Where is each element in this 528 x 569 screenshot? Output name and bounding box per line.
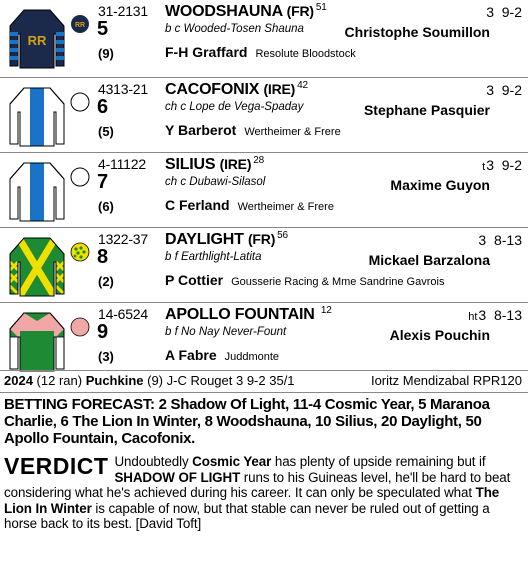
cap-icon	[70, 92, 90, 112]
verdict: VERDICT Undoubtedly Cosmic Year has plenty of upside remaining but if SHADOW OF LIGHT runs to his Guineas level, he'll be hard to beat considering what he's achieved during his career. It can only be speculated what The Lion In Winter is capable of now, but that stable can never be ruled out of getting a horse back to its best. [David Toft]	[4, 453, 511, 532]
runner-row	[0, 0, 528, 74]
silk-icon	[4, 82, 70, 148]
cap-icon	[70, 242, 90, 262]
horse-name[interactable]: DAYLIGHT (FR) $^{56}$	[165, 230, 288, 248]
breeding: ch c Dubawi-Silasol	[165, 176, 266, 188]
age-weight: 3 9-2	[486, 4, 522, 20]
betting-forecast: BETTING FORECAST: 2 Shadow Of Light, 11-4 Cosmic Year, 5 Maranoa Charlie, 6 The Lion In Winter, 8 Woodshauna, 10 Silius, 20 Daylight, 50 Apollo Fountain, Cacofonix.	[4, 396, 490, 447]
divider	[0, 392, 528, 393]
form-figures: 31-2131	[98, 3, 148, 19]
owner: Wertheimer & Frere	[244, 126, 341, 138]
runner-row	[0, 78, 528, 152]
form-figures: 4313-21	[98, 81, 148, 97]
trainer: Y Barberot Wertheimer & Frere	[165, 122, 341, 138]
horse-name[interactable]: SILIUS (IRE) $^{28}$	[165, 155, 265, 173]
breeding: ch c Lope de Vega-Spaday	[165, 101, 304, 113]
cap-icon	[70, 167, 90, 187]
jockey: Mickael Barzalona	[368, 252, 490, 268]
trainer: A Fabre Juddmonte	[165, 347, 280, 363]
trainer: P Cottier Gousserie Racing & Mme Sandrine Gavrois	[165, 272, 445, 288]
draw: (9)	[98, 46, 114, 61]
previous-winner: 2024 (12 ran) Puchkine (9) J-C Rouget 3 9-2 35/1 Ioritz Mendizabal RPR120	[4, 373, 522, 388]
runner-row	[0, 303, 528, 377]
form-figures: 1322-37	[98, 231, 148, 247]
form-figures: 14-6524	[98, 306, 148, 322]
divider	[0, 370, 528, 371]
jockey: Christophe Soumillon	[344, 24, 490, 40]
jockey: Stephane Pasquier	[363, 102, 490, 118]
saddle-number: 5	[97, 18, 109, 40]
silk-icon	[4, 232, 70, 298]
trainer: F-H Graffard Resolute Bloodstock	[165, 44, 356, 60]
saddle-number: 7	[97, 171, 109, 193]
breeding: b f Earthlight-Latita	[165, 251, 262, 263]
age-weight: 3 8-13	[478, 232, 522, 248]
saddle-number: 6	[97, 96, 109, 118]
draw: (5)	[98, 124, 114, 139]
draw: (6)	[98, 199, 114, 214]
runner-row	[0, 228, 528, 302]
age-weight: ht3 8-13	[468, 307, 522, 323]
horse-name[interactable]: WOODSHAUNA (FR) $^{51}$	[165, 2, 327, 20]
breeding: b c Wooded-Tosen Shauna	[165, 23, 304, 35]
cap-icon	[70, 14, 90, 34]
form-figures: 4-11122	[98, 156, 146, 172]
draw: (2)	[98, 274, 114, 289]
svg-text:RR: RR	[74, 22, 86, 29]
owner: Juddmonte	[224, 351, 280, 363]
svg-text:RR: RR	[27, 33, 47, 48]
runner-row	[0, 153, 528, 227]
owner: Gousserie Racing & Mme Sandrine Gavrois	[231, 276, 445, 288]
draw: (3)	[98, 349, 114, 364]
silk-icon	[4, 307, 70, 373]
cap-icon	[70, 317, 90, 337]
silk-icon	[4, 4, 70, 70]
verdict-heading: VERDICT	[4, 453, 109, 479]
age-weight: t3 9-2	[482, 157, 522, 173]
horse-name[interactable]: CACOFONIX (IRE) $^{42}$	[165, 80, 308, 98]
age-weight: 3 9-2	[486, 82, 522, 98]
jockey: Alexis Pouchin	[389, 327, 490, 343]
saddle-number: 8	[97, 246, 109, 268]
saddle-number: 9	[97, 321, 109, 343]
previous-jockey-rpr: Ioritz Mendizabal RPR120	[370, 373, 522, 388]
breeding: b f No Nay Never-Fount	[165, 326, 287, 338]
owner: Wertheimer & Frere	[237, 201, 334, 213]
horse-name[interactable]: APOLLO FOUNTAIN $^{12}$	[165, 305, 332, 323]
owner: Resolute Bloodstock	[255, 48, 356, 60]
silk-icon	[4, 157, 70, 223]
jockey: Maxime Guyon	[390, 177, 490, 193]
trainer: C Ferland Wertheimer & Frere	[165, 197, 334, 213]
